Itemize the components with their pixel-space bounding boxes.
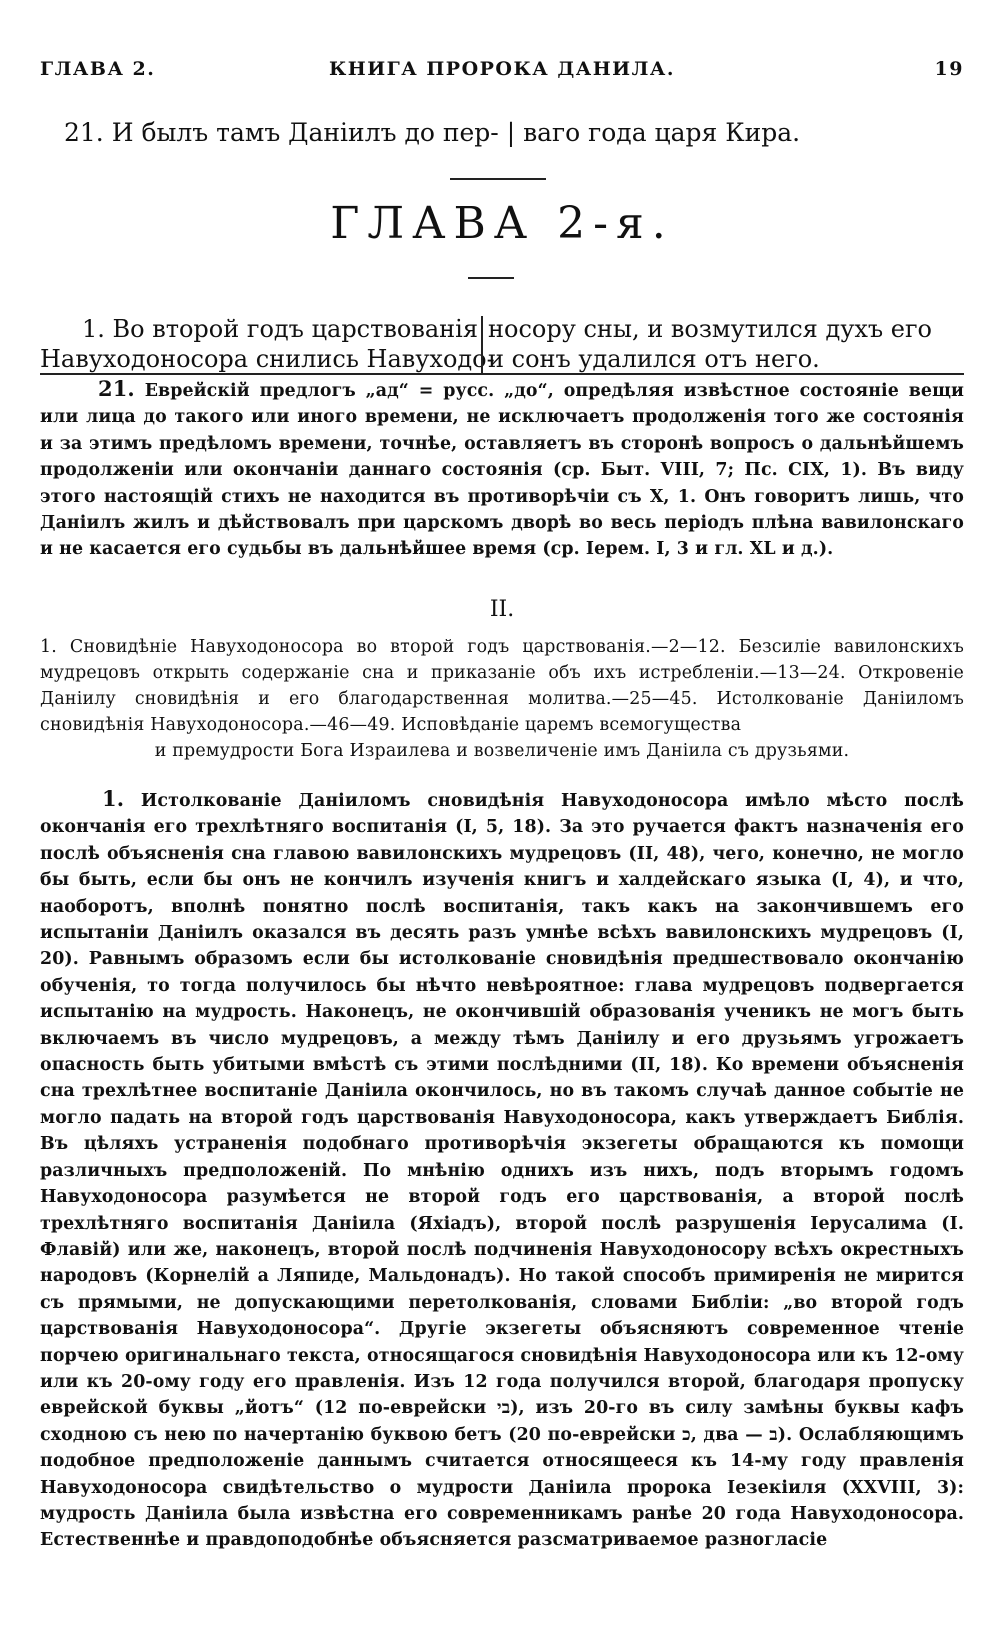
commentary-verse-21: [40, 376, 964, 563]
running-head: [40, 58, 964, 86]
short-rule-top: [450, 178, 546, 180]
short-rule-bottom: [468, 277, 514, 279]
commentary-1-text: Истолкованіе Даніиломъ сновидѣнія Навуходоносора имѣло мѣсто послѣ окончанія его трехлѣтняго воспитанія (I, 5, 18). За это ручается фактъ назначенія его послѣ объясненія сна главою вавилонскихъ мудрецовъ (II, 48), чего, конечно, не могло бы быть, если бы онъ не кончилъ изученія книгъ и халдейскаго языка (I, 4), и что, наоборотъ, вполнѣ понятно послѣ воспитанія, такъ какъ на закончившемъ его испытаніи Даніилъ оказался въ десять разъ умнѣе всѣхъ вавилонскихъ мудрецовъ (I, 20). Равнымъ образомъ если бы истолкованіе сновидѣнія предшествовало окончанію обученія, то тогда получилось бы нѣчто невѣроятное: глава мудрецовъ подвергается испытанію на мудрость. Наконецъ, не окончившій образованія ученикъ не могъ быть включаемъ въ число мудрецовъ, а между тѣмъ Даніилу и его друзьямъ угрожаетъ опасность быть убитыми вмѣстѣ съ этими послѣдними (II, 18). Ко времени объясненія сна трехлѣтнее воспитаніе Даніила окончилось, но въ такомъ случаѣ данное событіе не могло падать на второй годъ царствованія Навуходоносора, какъ утверждаетъ Библія. Въ цѣляхъ устраненія подобнаго противорѣчія экзегеты обращаются къ помощи различныхъ предположеній. По мнѣнію однихъ изъ нихъ, подъ вторымъ годомъ Навуходоносора разумѣется не второй годъ его царствованія, а второй послѣ трехлѣтняго воспитанія Даніила (Яхіадъ), второй послѣ разрушенія Іерусалима (І. Флавій) или же, наконецъ, второй послѣ подчиненія Навуходоносору всѣхъ окрестныхъ народовъ (Корнелій а Ляпиде, Мальдонадъ). Но такой способъ примиренія не мирится съ прямыми, не допускающими перетолкованія, словами Библіи: „во второй годъ царствованія Навуходоносора“. Другіе экзегеты объясняютъ современное чтеніе порчею оригинальнаго текста, относящагося сновидѣнія Навуходоносора или къ 12-ому или къ 20-ому году его правленія. Изъ 12 года получился второй, благодаря пропуску еврейской буквы „йотъ“ (12 по-еврейски בי), изъ 20-го въ силу замѣны буквы кафъ сходною съ нею по начертанію буквою бетъ (20 по-еврейски כ, два — ב). Ослабляющимъ подобное предположеніе даннымъ считается относящееся къ 14-му году правленія Навуходоносора свидѣтельство о мудрости Даніила пророка Іезекіиля (XXVIII, 3): мудрость Даніила была извѣстна его современникамъ ранѣе 20 года Навуходоносора. Естественнѣе и правдоподобнѣе объясняется разсматриваемое разногласіе: [40, 791, 965, 1551]
verse-21: 21. И былъ тамъ Даніилъ до пер- | ваго года царя Кира.: [64, 118, 801, 147]
chapter-summary-text: 1. Сновидѣніе Навуходоносора во второй годъ царствованія.—2—12. Безсиліе вавилонскихъ мудрецовъ открыть содержаніе сна и приказаніе объ ихъ истребленіи.—13—24. Откровеніе Даніилу сновидѣнія и его благодарственная молитва.—25—45. Истолкованіе Даніиломъ сновидѣнія Навуходоносора.—46—49. Исповѣданіе царемъ всемогущества: [40, 637, 964, 735]
commentary-1-number: 1.: [102, 786, 125, 811]
chapter-title: ГЛАВА 2-я.: [330, 198, 674, 249]
page-number: 19: [934, 58, 964, 80]
commentary-21-number: 21.: [98, 376, 135, 401]
column-divider: [481, 316, 483, 374]
verse-1-left-line-1: 1. Во второй годъ царствованія: [81, 315, 478, 343]
verse-1-left-column: [40, 314, 495, 374]
book-page: [40, 0, 964, 1634]
chapter-summary: [40, 634, 964, 764]
commentary-verse-1: [40, 786, 964, 1554]
verse-1: [40, 314, 964, 378]
running-head-chapter: ГЛАВА 2.: [40, 58, 156, 80]
chapter-summary-last-line: и премудрости Бога Израилева и возвеличеніе имъ Даніила съ друзьями.: [154, 741, 850, 761]
text-commentary-divider: [40, 373, 964, 375]
verse-1-right-column: [488, 314, 964, 374]
verse-1-right-line-1: носору сны, и возмутился духъ его: [488, 315, 932, 343]
verse-1-left-line-2: Навуходоносора снились Навуходо-: [40, 345, 495, 373]
running-head-book-title: КНИГА ПРОРОКА ДАНИЛА.: [328, 58, 676, 80]
commentary-21-text: Еврейскій предлогъ „ад“ = русс. „до“, опредѣляя извѣстное состояніе вещи или лица до такого или иного времени, не исключаетъ продолженія того же состоянія и за этимъ предѣломъ времени, точнѣе, оставляетъ въ сторонѣ вопросъ о дальнѣйшемъ продолженіи или окончаніи даннаго состоянія (ср. Быт. VIII, 7; Пс. CIX, 1). Въ виду этого настоящій стихъ не находится въ противорѣчіи съ X, 1. Онъ говоритъ лишь, что Даніилъ жилъ и дѣйствовалъ при царскомъ дворѣ во весь періодъ плѣна вавилонскаго и не касается его судьбы въ дальнѣйшее время (ср. Іерем. I, 3 и гл. XL и д.).: [40, 381, 965, 560]
section-numeral: II.: [489, 597, 515, 622]
verse-1-right-line-2: и сонъ удалился отъ него.: [488, 345, 820, 373]
